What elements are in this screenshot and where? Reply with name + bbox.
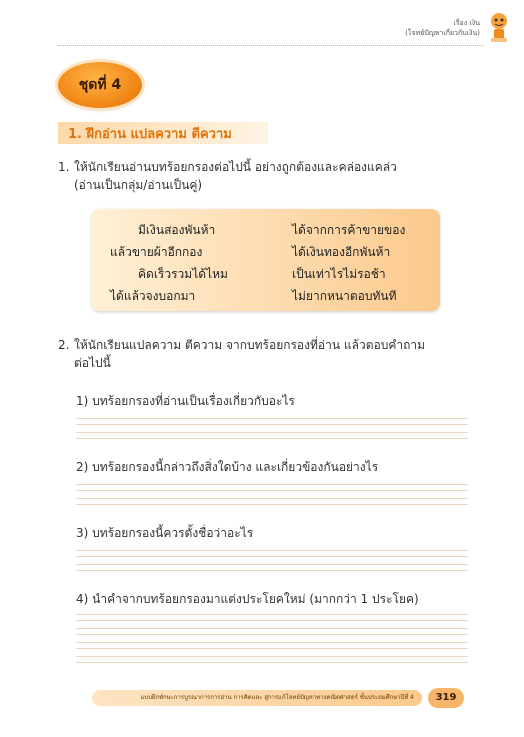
section-title: 1. ฝึกอ่าน แปลความ ตีความ <box>58 122 268 144</box>
answer-line[interactable] <box>76 614 468 615</box>
question-1-number: 1. <box>58 160 70 174</box>
answer-line[interactable] <box>76 504 468 505</box>
question-2 <box>58 336 470 372</box>
header-topic <box>405 18 480 38</box>
answer-line[interactable] <box>76 662 468 663</box>
header-divider <box>58 45 484 46</box>
sub-question-4: 4) นำคำจากบทร้อยกรองมาแต่งประโยคใหม่ (มากกว่า 1 ประโยค) <box>76 592 419 606</box>
poem-line-right-3: เป็นเท่าไรไม่รอช้า <box>292 267 386 281</box>
set-badge: ชุดที่ 4 <box>58 62 142 108</box>
question-1 <box>58 158 470 194</box>
page-number: 319 <box>428 688 464 708</box>
answer-line[interactable] <box>76 432 468 433</box>
answer-line[interactable] <box>76 490 468 491</box>
answer-line[interactable] <box>76 498 468 499</box>
answer-line[interactable] <box>76 564 468 565</box>
poem-line-right-2: ได้เงินทองอีกพันห้า <box>292 245 391 259</box>
answer-line[interactable] <box>76 634 468 635</box>
question-1-line1: ให้นักเรียนอ่านบทร้อยกรองต่อไปนี้ อย่างถูกต้องและคล่องแคล่ว <box>74 160 397 174</box>
answer-line[interactable] <box>76 628 468 629</box>
footer-title: แบบฝึกทักษะการบูรณาการการอ่าน การคิดและ สู่การแก้โจทย์ปัญหาทางคณิตศาสตร์ ชั้นประถมศึกษาปีที่ 4 <box>92 690 422 706</box>
poem-line-right-4: ไม่ยากหนาตอบทันที <box>292 289 397 303</box>
poem-line-left-2: แล้วขายผ้าอีกกอง <box>110 245 203 259</box>
answer-line[interactable] <box>76 550 468 551</box>
answer-line[interactable] <box>76 418 468 419</box>
mascot-icon <box>486 10 512 44</box>
question-1-line2: (อ่านเป็นกลุ่ม/อ่านเป็นคู่) <box>74 178 203 192</box>
poem-line-left-3: คิดเร็วรวมได้ไหม <box>138 267 228 281</box>
question-2-line2: ต่อไปนี้ <box>74 356 111 370</box>
answer-line[interactable] <box>76 648 468 649</box>
sub-question-1: 1) บทร้อยกรองที่อ่านเป็นเรื่องเกี่ยวกับอะไร <box>76 394 295 408</box>
poem-line-right-1: ได้จากการค้าขายของ <box>292 223 406 237</box>
poem-line-left-1: มีเงินสองพันห้า <box>138 223 216 237</box>
header-topic-subtitle: (โจทย์ปัญหาเกี่ยวกับเงิน) <box>405 29 480 37</box>
answer-line[interactable] <box>76 620 468 621</box>
answer-line[interactable] <box>76 484 468 485</box>
poem-line-left-4: ได้แล้วจงบอกมา <box>110 289 196 303</box>
answer-line[interactable] <box>76 656 468 657</box>
sub-question-2: 2) บทร้อยกรองนี้กล่าวถึงสิ่งใดบ้าง และเกี่ยวข้องกันอย่างไร <box>76 460 379 474</box>
answer-line[interactable] <box>76 424 468 425</box>
answer-line[interactable] <box>76 556 468 557</box>
question-2-line1: ให้นักเรียนแปลความ ตีความ จากบทร้อยกรองที่อ่าน แล้วตอบคำถาม <box>74 338 425 352</box>
question-2-number: 2. <box>58 338 70 352</box>
answer-line[interactable] <box>76 642 468 643</box>
answer-line[interactable] <box>76 438 468 439</box>
header-topic-title: เรื่อง เงิน <box>453 19 480 27</box>
answer-line[interactable] <box>76 570 468 571</box>
poem-box <box>92 209 440 311</box>
sub-question-3: 3) บทร้อยกรองนี้ควรตั้งชื่อว่าอะไร <box>76 526 254 540</box>
